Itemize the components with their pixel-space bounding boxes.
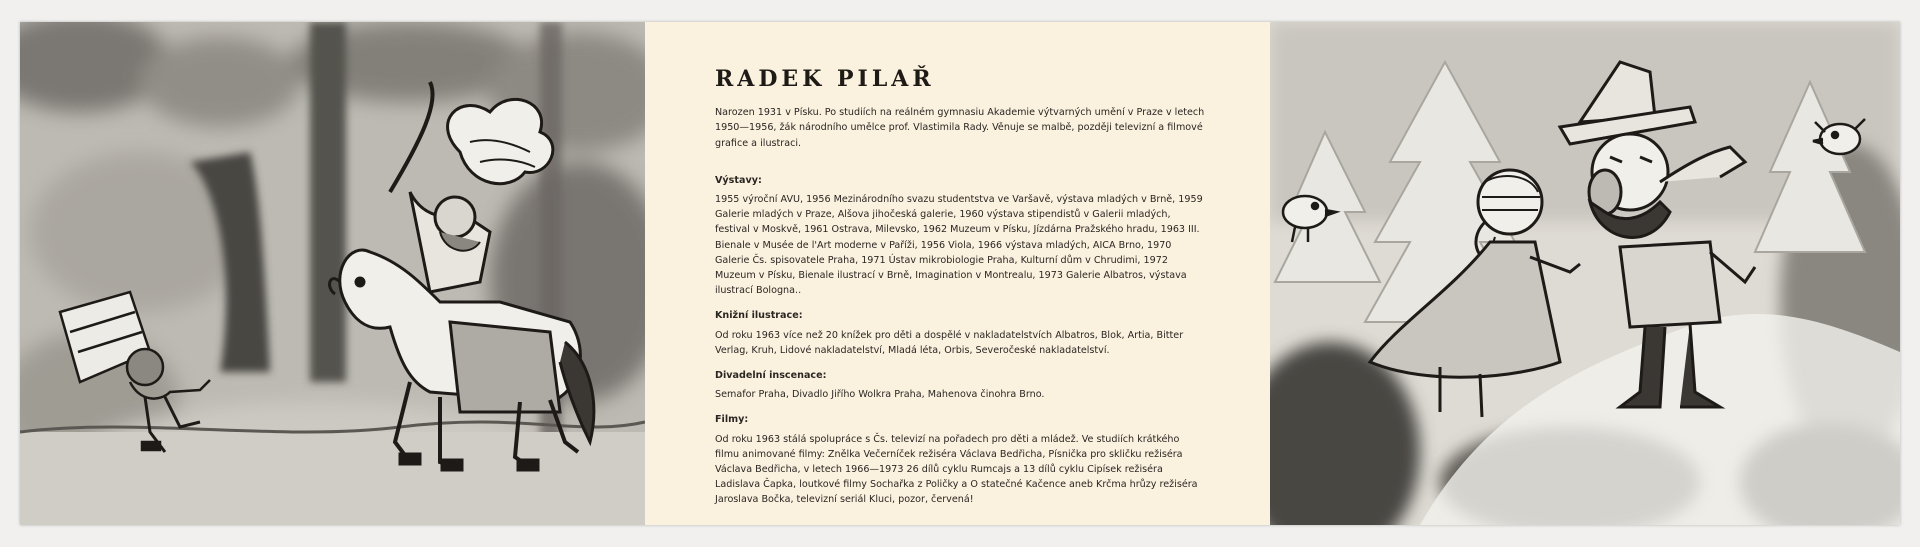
section-heading-exhibitions: Výstavy: [715,174,762,186]
section-body-theatre: Semafor Praha, Divadlo Jiřího Wolkra Praha, Mahenova činohra Brno. [715,389,1045,401]
right-illustration-panel [1270,22,1900,525]
knight-illustration [20,22,645,525]
artist-name-title: RADEK PILAŘ [715,66,935,92]
section-heading-book-illustrations: Knižní ilustrace: [715,310,803,322]
biography-text [715,66,1205,508]
left-illustration-panel [20,22,645,525]
section-heading-theatre: Divadelní inscenace: [715,370,827,382]
biography-panel [645,22,1270,525]
section-heading-films: Filmy: [715,414,749,426]
section-body-films: Od roku 1963 stálá spolupráce s Čs. televizí na pořadech pro děti a mládež. Ve studiích krátkého filmu animované filmy: Znělka Večerníček režiséra Václava Bedřicha, Písnička pro skličku režiséra Václava Bedřicha, v letech 1966—1973 26 dílů cyklu Rumcajs a 13 dílů cyklu Cipísek režiséra Ladislava Čapka, loutkové filmy Sochařka z Poličky a O statečné Kačence aneb Krčma hrůzy režiséra Jaroslava Bočka, televizní seriál Kluci, pozor, červená! [715,433,1198,506]
section-body-exhibitions: 1955 výroční AVU, 1956 Mezinárodního svazu studentstva ve Varšavě, výstava mladých v Brně, 1959 Galerie mladých v Praze, Alšova jihočeská galerie, 1960 výstava stipendistů v Galerii mladých, festival v Moskvě, 1961 Ostrava, Milevsko, 1962 Muzeum v Písku, Jízdárna Pražského hradu, 1963 III. Bienale v Musée de l'Art moderne v Paříži, 1956 Viola, 1966 výstava mladých, AICA Brno, 1970 Galerie Čs. spisovatele Praha, 1971 Ústav mikrobiologie Praha, Kulturní dům v Chrudimi, 1972 Muzeum v Písku, Bienale ilustrací v Brně, Imagination v Montrealu, 1973 Galerie Albatros, výstava ilustrací Bologna.. [715,194,1203,297]
brochure-spread [20,22,1900,525]
section-body-book-illustrations: Od roku 1963 více než 20 knížek pro děti a dospělé v nakladatelstvích Albatros, Blok, Artia, Bitter Verlag, Kruh, Lidové nakladatelství, Mladá léta, Orbis, Severočeské nakladatelství. [715,329,1184,356]
forest-couple-illustration [1270,22,1900,525]
intro-paragraph: Narozen 1931 v Písku. Po studiích na reálném gymnasiu Akademie výtvarných umění v Praze v letech 1950—1956, žák národního umělce prof. Vlastimila Rady. Věnuje se malbě, později televizní a filmové grafice a ilustraci. [715,107,1205,149]
